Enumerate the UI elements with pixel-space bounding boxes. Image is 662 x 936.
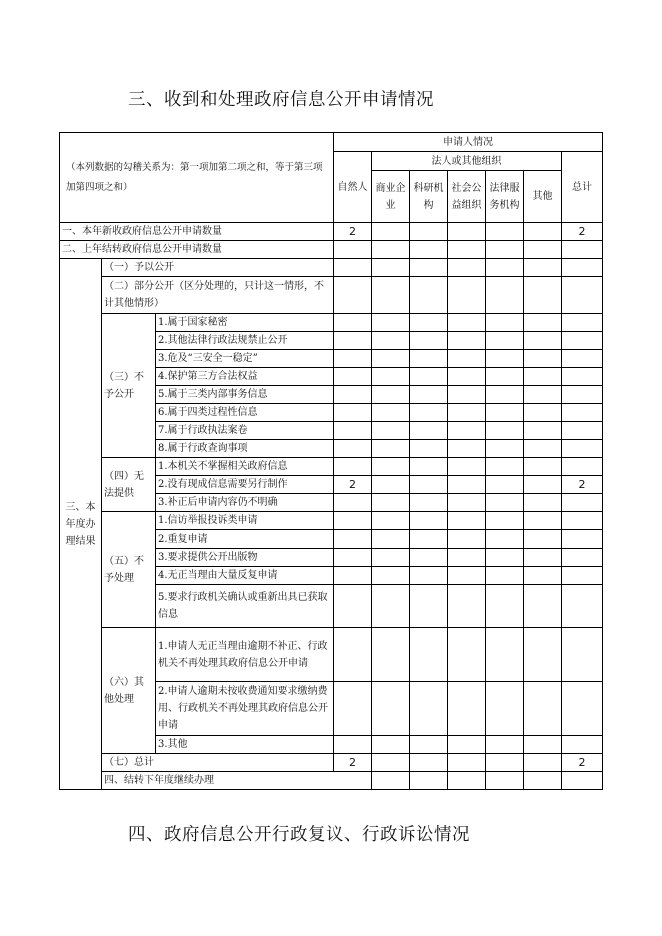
cell-value: 2 xyxy=(562,754,603,772)
list-item: 1.属于国家秘密 xyxy=(156,314,334,332)
row-partial: （二）部分公开（区分处理的，只计这一情形，不计其他情形） xyxy=(102,277,334,314)
row-public: （一）予以公开 xyxy=(102,259,334,277)
list-item: 1.本机关不掌握相关政府信息 xyxy=(156,458,334,476)
cell-value: 2 xyxy=(334,223,372,241)
list-item: 3.危及“三安全一稳定” xyxy=(156,350,334,368)
cell-value: 2 xyxy=(334,476,372,494)
cell-value: 2 xyxy=(334,754,372,772)
section-3-title: 三、收到和处理政府信息公开申请情况 xyxy=(128,90,434,110)
legal-service-header: 法律服务机构 xyxy=(486,171,524,223)
list-item: 5.要求行政机关确认或重新出具已获取信息 xyxy=(156,585,334,628)
list-item: 2.没有现成信息需要另行制作 xyxy=(156,476,334,494)
list-item: 7.属于行政执法案卷 xyxy=(156,422,334,440)
business-header: 商业企业 xyxy=(372,171,410,223)
list-item: 4.保护第三方合法权益 xyxy=(156,368,334,386)
total-header: 总计 xyxy=(562,152,603,223)
calc-note: （本列数据的勾稽关系为：第一项加第二项之和，等于第三项加第四项之和） xyxy=(60,133,334,223)
row-carry-forward: 四、结转下年度继续办理 xyxy=(102,772,372,790)
row-new-applications: 一、本年新收政府信息公开申请数量 xyxy=(60,223,334,241)
list-item: 3.要求提供公开出版物 xyxy=(156,549,334,567)
list-item: 4.无正当理由大量反复申请 xyxy=(156,567,334,585)
list-item: 2.申请人逾期未按收费通知要求缴纳费用、行政机关不再处理其政府信息公开申请 xyxy=(156,682,334,736)
row-sum: （七）总计 xyxy=(102,754,334,772)
list-item: 1.申请人无正当理由逾期不补正、行政机关不再处理其政府信息公开申请 xyxy=(156,628,334,682)
list-item: 2.其他法律行政法规禁止公开 xyxy=(156,332,334,350)
list-item: 3.其他 xyxy=(156,736,334,754)
social-welfare-header: 社会公益组织 xyxy=(448,171,486,223)
list-item: 6.属于四类过程性信息 xyxy=(156,404,334,422)
natural-person-header: 自然人 xyxy=(334,152,372,223)
group-cannot-provide: （四）无法提供 xyxy=(102,458,156,512)
group-not-processed: （五）不予处理 xyxy=(102,512,156,628)
list-item: 1.信访举报投诉类申请 xyxy=(156,512,334,530)
research-header: 科研机构 xyxy=(410,171,448,223)
row-carried-over: 二、上年结转政府信息公开申请数量 xyxy=(60,241,334,259)
list-item: 8.属于行政查询事项 xyxy=(156,440,334,458)
section-4-title: 四、政府信息公开行政复议、行政诉讼情况 xyxy=(128,825,470,845)
group-other-processing: （六）其他处理 xyxy=(102,628,156,754)
legal-person-header: 法人或其他组织 xyxy=(372,152,562,171)
cell-value: 2 xyxy=(562,476,603,494)
other-header: 其他 xyxy=(524,171,562,223)
applicant-header: 申请人情况 xyxy=(334,133,603,152)
group-not-public: （三）不予公开 xyxy=(102,314,156,458)
cell-value: 2 xyxy=(562,223,603,241)
list-item: 2.重复申请 xyxy=(156,530,334,549)
list-item: 3.补正后申请内容仍不明确 xyxy=(156,494,334,512)
list-item: 5.属于三类内部事务信息 xyxy=(156,386,334,404)
info-disclosure-table xyxy=(59,132,603,790)
row-results-label: 三、本年度办理结果 xyxy=(60,259,102,790)
